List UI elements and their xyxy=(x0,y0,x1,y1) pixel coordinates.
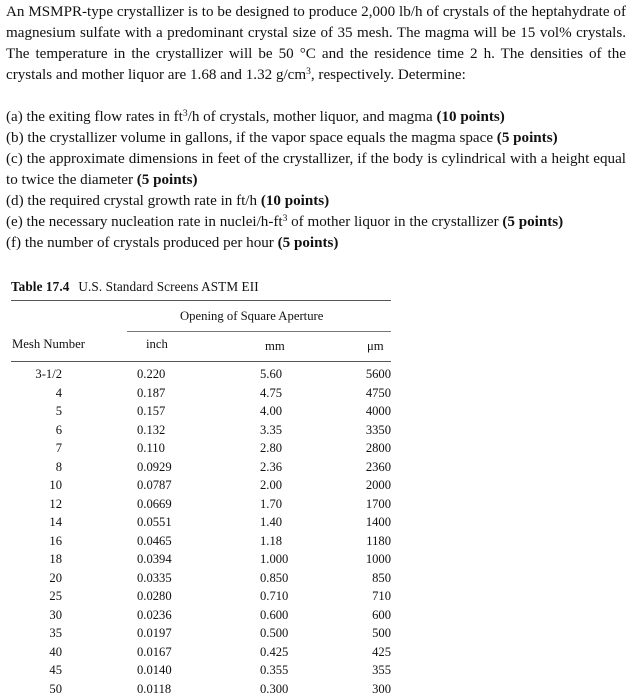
points-label: (5 points) xyxy=(496,130,558,146)
cell-inch: 0.0197 xyxy=(137,626,172,640)
table-row xyxy=(0,661,400,680)
cell-mesh: 45 xyxy=(49,663,62,677)
points-label: (10 points) xyxy=(436,109,505,125)
cell-mesh: 40 xyxy=(49,644,62,659)
table-row xyxy=(0,569,400,588)
cell-um: 355 xyxy=(372,663,391,677)
cell-mesh: 14 xyxy=(49,515,62,529)
cell-mm: 0.850 xyxy=(260,570,289,585)
cell-inch: 0.0929 xyxy=(137,459,172,474)
cell-mesh: 5 xyxy=(55,404,62,418)
table-row xyxy=(0,458,400,477)
cell-um: 3350 xyxy=(365,422,391,437)
cell-inch: 0.187 xyxy=(137,385,166,400)
cell-inch: 0.0118 xyxy=(137,681,172,696)
table-row xyxy=(0,587,400,606)
cell-mesh: 20 xyxy=(49,570,62,585)
cell-mm: 0.300 xyxy=(260,681,289,696)
cell-mesh: 25 xyxy=(49,589,62,603)
points-label: (10 points) xyxy=(260,193,330,209)
table-row xyxy=(0,643,400,662)
cell-inch: 0.110 xyxy=(137,441,165,455)
superscript: 3 xyxy=(306,67,311,77)
cell-mm: 1.40 xyxy=(260,515,283,529)
problem-part-e: (e) the necessary nucleation rate in nuclei/$h-ft^3$ of mother liquor in the crystallizer (5 points) xyxy=(6,214,564,230)
problem-intro-end: , respectively. Determine: xyxy=(310,67,466,83)
cell-inch: 0.0551 xyxy=(137,515,172,529)
cell-um: 2000 xyxy=(365,478,391,492)
cell-mm: 4.00 xyxy=(260,404,283,418)
table-body xyxy=(0,365,400,698)
table-row xyxy=(0,402,400,421)
cell-mm: 2.80 xyxy=(260,441,283,455)
problem-part-d: (d) the required crystal growth rate in ft/h (10 points) xyxy=(6,193,330,209)
cell-mm: 1.18 xyxy=(260,533,283,548)
problem-intro-text: An MSMPR-type crystallizer is to be designed to produce 2,000 lb/h of crystals of the heptahydrate of magnesium sulfate with a predominant crystal size of 35 mesh. The magma will be 15 vol% crystals. The temperature in the crystallizer will be 50 °C and the residence time 2 h. The densities of the crystals and mother liquor are 1.68 and 1.32 g/cm xyxy=(6,4,626,83)
cell-inch: 0.0236 xyxy=(137,607,172,622)
group-header-rule xyxy=(127,331,391,332)
table-row xyxy=(0,495,400,514)
cell-mm: 4.75 xyxy=(260,385,283,400)
table-title: U.S. Standard Screens ASTM EII xyxy=(78,279,259,294)
cell-um: 425 xyxy=(372,644,391,659)
cell-inch: 0.0669 xyxy=(137,496,172,511)
cell-mm: 1.000 xyxy=(260,552,289,566)
cell-um: 1700 xyxy=(365,496,391,511)
cell-mesh: 4 xyxy=(55,385,62,400)
column-header-um: μm xyxy=(367,339,384,353)
cell-inch: 0.132 xyxy=(137,422,166,437)
cell-inch: 0.0140 xyxy=(137,663,172,677)
cell-mesh: 30 xyxy=(49,607,62,622)
table-row xyxy=(0,513,400,532)
cell-um: 710 xyxy=(372,589,391,603)
problem-statement xyxy=(6,2,626,254)
problem-part-a: (a) the exiting flow rates in $ft^3/h$ of crystals, mother liquor, and magma (10 points) xyxy=(6,109,505,125)
cell-um: 600 xyxy=(372,607,391,622)
cell-mesh: 35 xyxy=(49,626,62,640)
cell-mm: 2.36 xyxy=(260,459,283,474)
table-row xyxy=(0,550,400,569)
column-header-inch: inch xyxy=(146,337,168,351)
problem-part-f: (f) the number of crystals produced per hour (5 points) xyxy=(6,235,339,251)
table-row xyxy=(0,624,400,643)
cell-um: 4750 xyxy=(365,385,391,400)
problem-part-b: (b) the crystallizer volume in gallons, if the vapor space equals the magma space (5 points) xyxy=(6,130,558,146)
table-caption xyxy=(11,279,259,295)
cell-inch: 0.220 xyxy=(137,367,166,381)
cell-mm: 0.355 xyxy=(260,663,289,677)
problem-part-c: (c) the approximate dimensions in feet of the crystallizer, if the body is cylindrical with a height equal to twice the diameter (5 points) xyxy=(6,151,626,188)
cell-mm: 0.425 xyxy=(260,644,289,659)
cell-mesh: 6 xyxy=(55,422,62,437)
cell-mesh: 12 xyxy=(49,496,62,511)
cell-mesh: 8 xyxy=(55,459,62,474)
cell-um: 500 xyxy=(372,626,391,640)
cell-inch: 0.0394 xyxy=(137,552,172,566)
table-row xyxy=(0,532,400,551)
column-header-mesh: Mesh Number xyxy=(12,337,85,351)
cell-um: 5600 xyxy=(365,367,391,381)
table-top-rule xyxy=(11,300,391,301)
cell-mm: 1.70 xyxy=(260,496,283,511)
cell-mesh: 50 xyxy=(49,681,62,696)
cell-mesh: 18 xyxy=(49,552,62,566)
cell-um: 1180 xyxy=(366,533,391,548)
cell-mesh: 16 xyxy=(49,533,62,548)
table-row xyxy=(0,476,400,495)
table-row xyxy=(0,439,400,458)
points-label: (5 points) xyxy=(502,214,564,230)
cell-mesh: 3-1/2 xyxy=(35,367,62,381)
cell-um: 850 xyxy=(372,570,391,585)
table-label: Table 17.4 xyxy=(11,279,70,294)
table-row xyxy=(0,606,400,625)
cell-mm: 2.00 xyxy=(260,478,283,492)
cell-mm: 5.60 xyxy=(260,367,283,381)
cell-mm: 3.35 xyxy=(260,422,283,437)
cell-mm: 0.500 xyxy=(260,626,289,640)
cell-inch: 0.0167 xyxy=(137,644,172,659)
table-row xyxy=(0,421,400,440)
cell-um: 1000 xyxy=(365,552,391,566)
cell-um: 300 xyxy=(372,681,391,696)
cell-um: 2800 xyxy=(365,441,391,455)
points-label: (5 points) xyxy=(277,235,339,251)
cell-um: 2360 xyxy=(365,459,391,474)
table-row xyxy=(0,365,400,384)
cell-um: 1400 xyxy=(365,515,391,529)
cell-inch: 0.0787 xyxy=(137,478,172,492)
cell-inch: 0.0280 xyxy=(137,589,172,603)
cell-inch: 0.0335 xyxy=(137,570,172,585)
cell-inch: 0.157 xyxy=(137,404,166,418)
cell-mesh: 7 xyxy=(55,441,62,455)
cell-mm: 0.710 xyxy=(260,589,289,603)
cell-inch: 0.0465 xyxy=(137,533,172,548)
superscript: 3 xyxy=(282,214,288,224)
table-row xyxy=(0,680,400,698)
header-bottom-rule xyxy=(11,361,391,362)
group-header: Opening of Square Aperture xyxy=(180,309,324,323)
problem-intro xyxy=(6,2,626,86)
cell-mm: 0.600 xyxy=(260,607,289,622)
superscript: 3 xyxy=(182,109,188,119)
cell-mesh: 10 xyxy=(49,478,62,492)
points-label: (5 points) xyxy=(136,172,198,188)
cell-um: 4000 xyxy=(365,404,391,418)
table-row xyxy=(0,384,400,403)
column-header-mm: mm xyxy=(265,339,285,353)
